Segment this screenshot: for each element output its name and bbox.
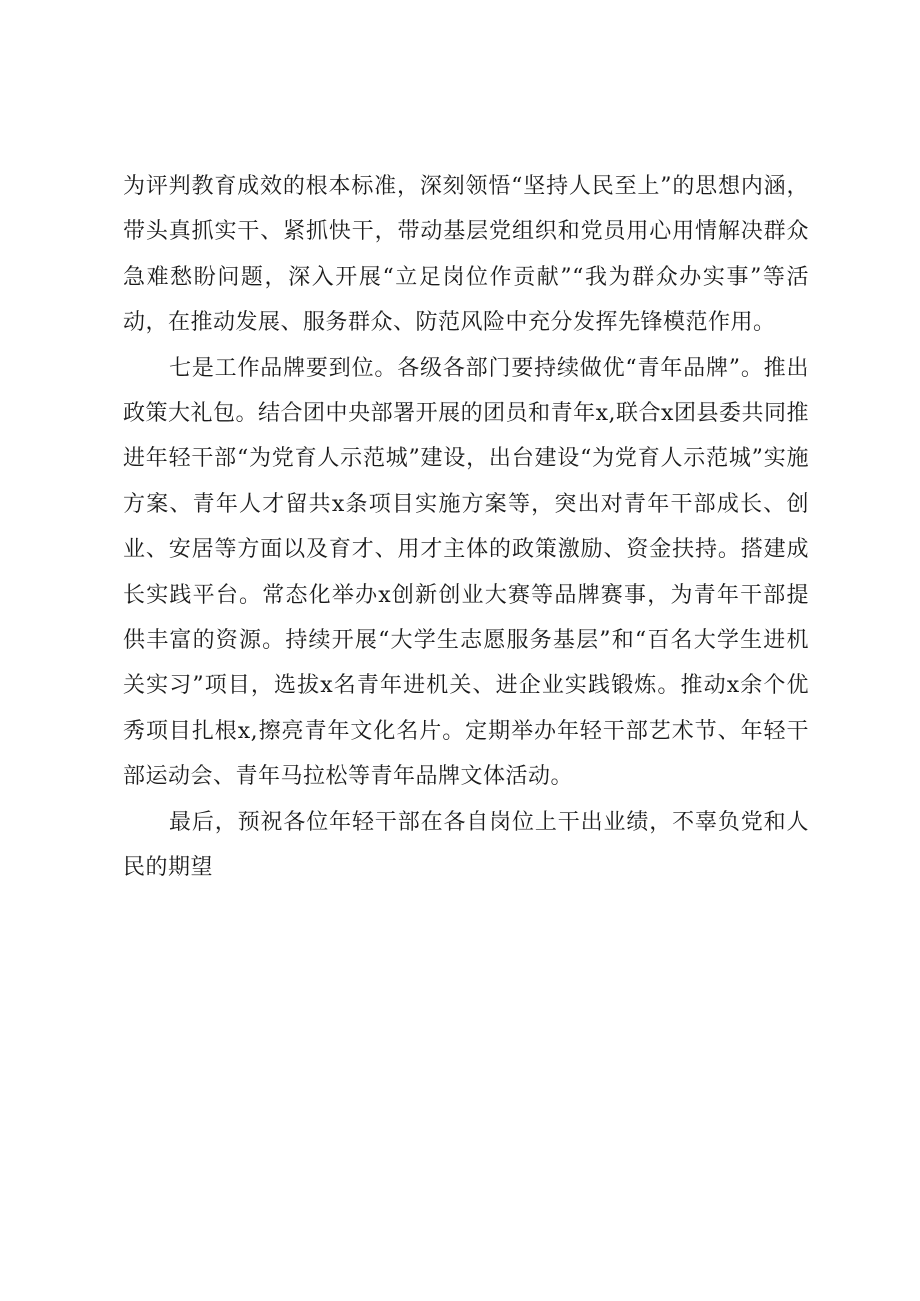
document-body xyxy=(123,164,809,891)
paragraph-work-brand: 七是工作品牌要到位。各级各部门要持续做优“青年品牌”。推出政策大礼包。结合团中央部署开展的团员和青年x,联合x团县委共同推进年轻干部“为党育人示范城”建设，出台建设“为党育人示范城”实施方案、青年人才留共x条项目实施方案等，突出对青年干部成长、创业、安居等方面以及育才、用才主体的政策激励、资金扶持。搭建成长实践平台。常态化举办x创新创业大赛等品牌赛事，为青年干部提供丰富的资源。持续开展“大学生志愿服务基层”和“百名大学生进机关实习”项目，选拔x名青年进机关、进企业实践锻炼。推动x余个优秀项目扎根x,擦亮青年文化名片。定期举办年轻干部艺术节、年轻干部运动会、青年马拉松等青年品牌文体活动。 xyxy=(123,355,809,790)
paragraph-closing: 最后，预祝各位年轻干部在各自岗位上干出业绩，不辜负党和人民的期望 xyxy=(123,809,809,881)
paragraph-continuation: 为评判教育成效的根本标准，深刻领悟“坚持人民至上”的思想内涵，带头真抓实干、紧抓快干，带动基层党组织和党员用心用情解决群众急难愁盼问题，深入开展“立足岗位作贡献”“我为群众办实事”等活动，在推动发展、服务群众、防范风险中充分发挥先锋模范作用。 xyxy=(123,174,809,336)
